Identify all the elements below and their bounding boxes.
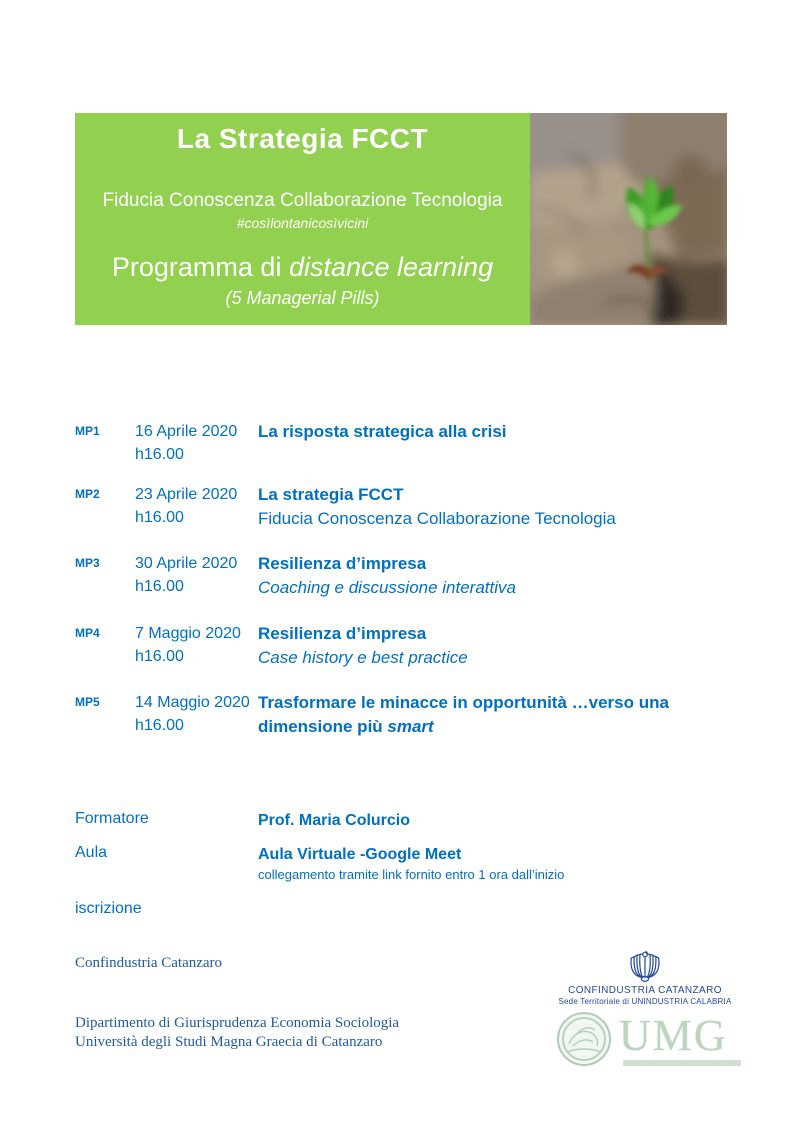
- schedule-row-mp2: [75, 483, 735, 531]
- confindustria-logo-block: [545, 950, 745, 1006]
- session-title: Resilienza d’impresa: [258, 554, 427, 573]
- schedule-row-mp4: [75, 622, 735, 670]
- session-title: Trasformare le minacce in opportunità …verso una dimensione più smart: [258, 693, 669, 736]
- session-subtitle: Case history e best practice: [258, 648, 468, 667]
- session-time: h16.00: [135, 717, 184, 734]
- mp-code: MP4: [75, 626, 100, 640]
- iscrizione-label: iscrizione: [75, 900, 142, 917]
- session-time: h16.00: [135, 509, 184, 526]
- schedule-row-mp5: [75, 691, 735, 739]
- program-title-em: distance learning: [288, 252, 494, 282]
- session-time: h16.00: [135, 446, 184, 463]
- session-date: 14 Maggio 2020: [135, 694, 250, 711]
- mp-code: MP2: [75, 487, 100, 501]
- aula-note: collegamento tramite link fornito entro 1 ora dall’inizio: [258, 867, 565, 882]
- session-date: 7 Maggio 2020: [135, 625, 241, 642]
- aula-label: Aula: [75, 844, 108, 861]
- program-title: [112, 250, 493, 284]
- confindustria-subname: Sede Territoriale di UNINDUSTRIA CALABRIA: [558, 997, 732, 1006]
- session-title: La risposta strategica alla crisi: [258, 422, 507, 441]
- page-title: La Strategia FCCT: [176, 123, 429, 154]
- aula-value: Aula Virtuale -Google Meet: [258, 846, 462, 863]
- session-date: 30 Aprile 2020: [135, 555, 238, 572]
- footer-dept-line2: Università degli Studi Magna Graecia di Catanzaro: [75, 1034, 383, 1050]
- mp-code: MP3: [75, 556, 100, 570]
- banner-hashtag: #cosìlontanicosìvicini: [236, 215, 369, 231]
- sprout-photo: [530, 113, 727, 325]
- footer-org: Confindustria Catanzaro: [75, 955, 223, 971]
- confindustria-eagle-icon: [545, 950, 745, 982]
- program-subtitle: (5 Managerial Pills): [225, 288, 380, 308]
- confindustria-name: CONFINDUSTRIA CATANZARO: [568, 985, 722, 996]
- sprout-photo-illustration: [530, 113, 727, 325]
- session-time: h16.00: [135, 578, 184, 595]
- schedule-row-mp1: [75, 420, 735, 466]
- umg-logo-block: [557, 1012, 745, 1074]
- session-subtitle: Coaching e discussione interattiva: [258, 578, 516, 597]
- session-subtitle: Fiducia Conoscenza Collaborazione Tecnologia: [258, 509, 616, 528]
- formatore-value: Prof. Maria Colurcio: [258, 812, 411, 829]
- session-title: Resilienza d’impresa: [258, 624, 427, 643]
- detail-iscrizione: [75, 900, 735, 918]
- session-title: La strategia FCCT: [258, 485, 404, 504]
- detail-aula: [75, 844, 735, 883]
- mp-code: MP5: [75, 695, 100, 709]
- detail-formatore: [75, 810, 735, 832]
- umg-emblem-icon: [557, 1012, 611, 1066]
- footer-dept-line1: Dipartimento di Giurisprudenza Economia Sociologia: [75, 1015, 400, 1031]
- session-date: 16 Aprile 2020: [135, 423, 238, 440]
- session-title-em: smart: [387, 717, 434, 736]
- mp-code: MP1: [75, 424, 100, 438]
- footer-department: [75, 1014, 399, 1052]
- session-time: h16.00: [135, 648, 184, 665]
- umg-wordmark: UMG: [619, 1011, 728, 1060]
- header-banner: [75, 113, 727, 325]
- banner-subtitle: Fiducia Conoscenza Collaborazione Tecnologia: [102, 190, 503, 211]
- session-date: 23 Aprile 2020: [135, 486, 238, 503]
- banner-text-panel: [75, 113, 530, 325]
- schedule-row-mp3: [75, 552, 735, 600]
- umg-caption-strip: [623, 1060, 741, 1066]
- formatore-label: Formatore: [75, 810, 149, 827]
- program-title-prefix: Programma di: [111, 252, 289, 282]
